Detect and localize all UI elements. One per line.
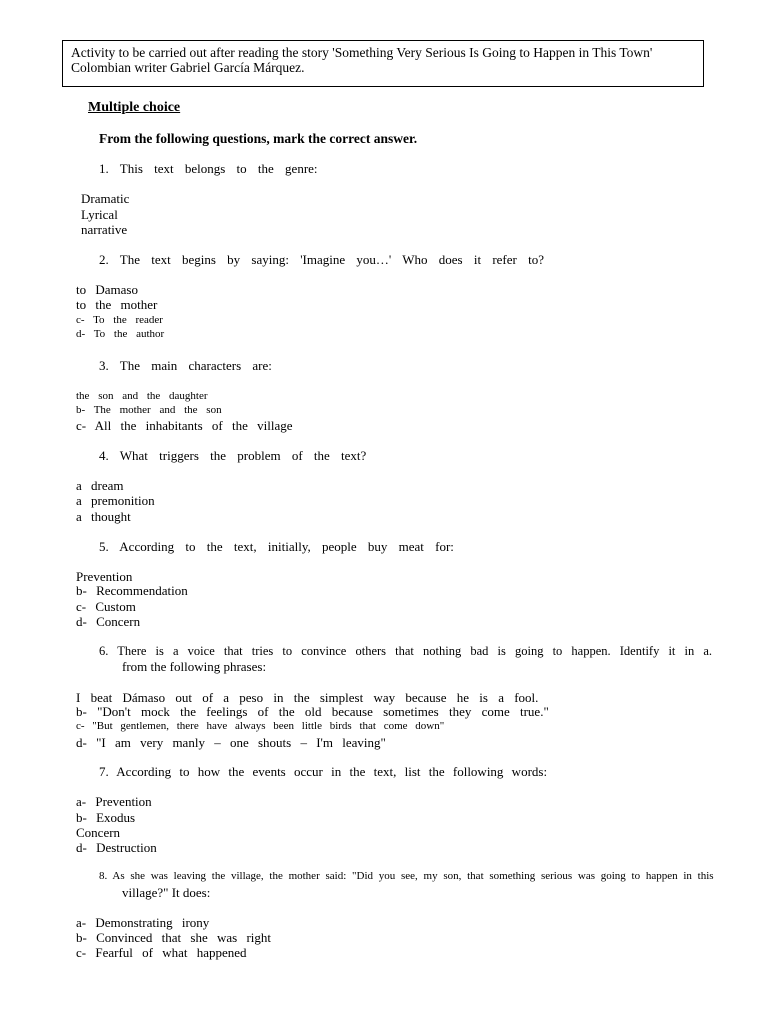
q7-option-b: b- Exodus [76,810,136,825]
q3-option-b: b- The mother and the son [76,404,222,416]
q4-option-a: a dream [76,478,124,493]
q5-option-c: c- Custom [76,599,136,614]
q3-option-a: the son and the daughter [76,390,208,402]
q1-option-b: Lyrical [81,207,118,222]
q8-option-c: c- Fearful of what happened [76,945,247,960]
q5-option-b: b- Recommendation [76,583,188,598]
header-line-2: Colombian writer Gabriel García Márquez. [71,60,305,75]
header-line-1: Activity to be carried out after reading the story 'Something Very Serious Is Going to Happen in This Town' [71,45,653,60]
instructions: From the following questions, mark the correct answer. [99,131,418,146]
question-2: 2. The text begins by saying: 'Imagine you…' Who does it refer to? [99,252,544,267]
question-7: 7. According to how the events occur in the text, list the following words: [99,764,548,779]
q2-option-d: d- To the author [76,328,165,340]
header-box [62,40,704,87]
q8-option-a: a- Demonstrating irony [76,915,210,930]
q2-option-a: to Damaso [76,282,138,297]
q6-option-c: c- "But gentlemen, there have always been little birds that come down" [76,720,445,732]
question-8-cont: village?" It does: [122,885,211,900]
q5-option-d: d- Concern [76,614,141,629]
q8-option-b: b- Convinced that she was right [76,930,271,945]
section-title: Multiple choice [88,100,181,115]
question-6-cont: from the following phrases: [122,659,267,674]
q3-option-c: c- All the inhabitants of the village [76,418,293,433]
q4-option-b: a premonition [76,493,155,508]
q7-option-d: d- Destruction [76,840,157,855]
q4-option-c: a thought [76,509,131,524]
q2-option-c: c- To the reader [76,314,163,326]
q1-option-c: narrative [81,222,128,237]
q6-option-b: b- "Don't mock the feelings of the old because sometimes they come true." [76,704,549,719]
q7-option-c: Concern [76,825,121,840]
q6-option-d: d- "I am very manly – one shouts – I'm leaving" [76,735,386,750]
question-3: 3. The main characters are: [99,358,272,373]
question-1: 1. This text belongs to the genre: [99,161,318,176]
q1-option-a: Dramatic [81,191,130,206]
question-4: 4. What triggers the problem of the text? [99,448,367,463]
q5-option-a: Prevention [76,569,133,584]
q2-option-b: to the mother [76,297,158,312]
q6-option-a: I beat Dámaso out of a peso in the simplest way because he is a fool. [76,690,539,705]
question-8: 8. As she was leaving the village, the mother said: "Did you see, my son, that something serious was going to happen in this [99,870,714,882]
question-6: 6. There is a voice that tries to convince others that nothing bad is going to happen. Identify it in a. [99,644,713,658]
question-5: 5. According to the text, initially, people buy meat for: [99,539,454,554]
q7-option-a: a- Prevention [76,794,152,809]
